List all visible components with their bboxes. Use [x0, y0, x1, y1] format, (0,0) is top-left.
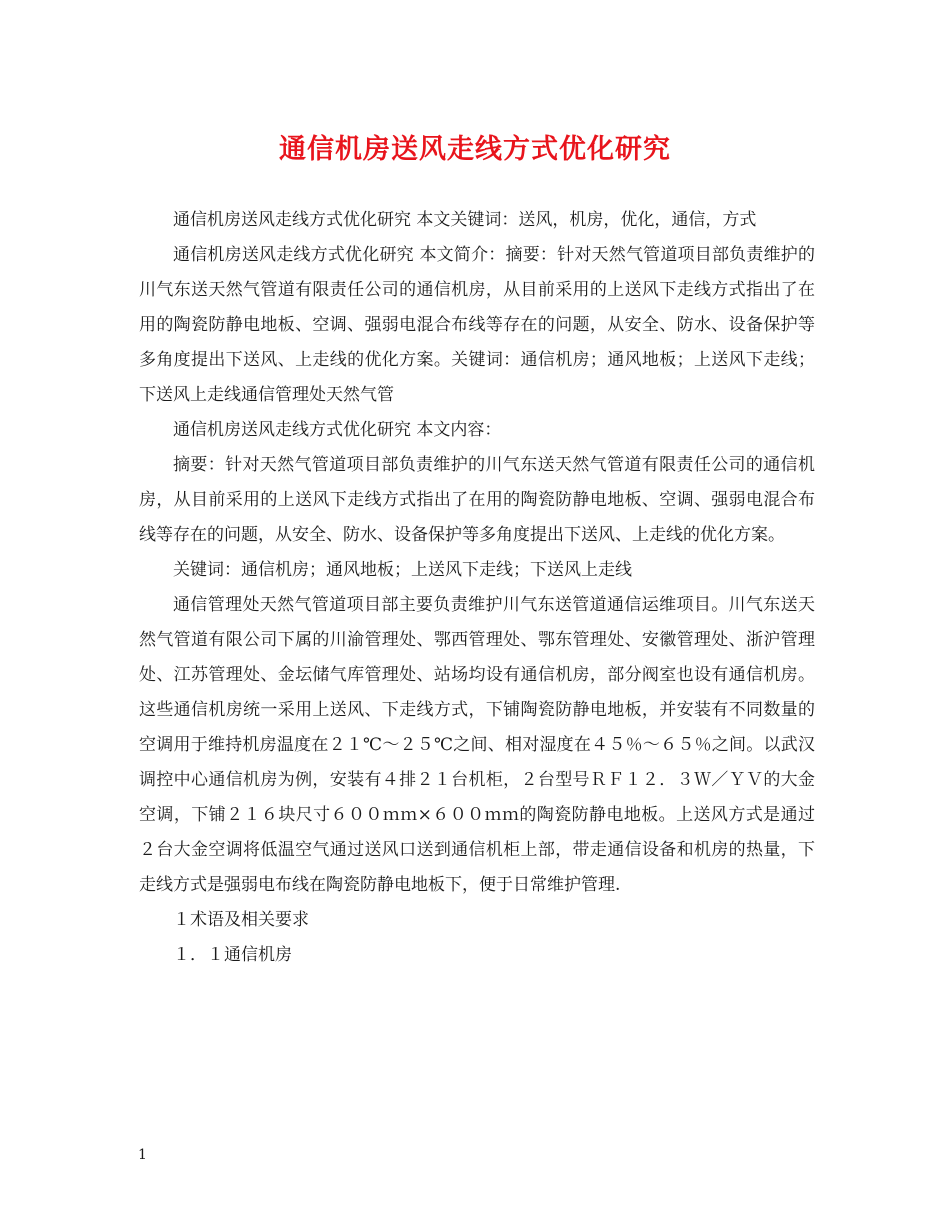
document-body	[139, 203, 815, 973]
keywords-paragraph: 通信机房送风走线方式优化研究 本文关键词：送风，机房，优化，通信，方式	[173, 210, 757, 230]
section-heading: １术语及相关要求	[173, 910, 309, 930]
content-heading-paragraph: 通信机房送风走线方式优化研究 本文内容：	[173, 420, 502, 440]
page-number: 1	[138, 1147, 147, 1163]
subsection-heading: １．１通信机房	[173, 945, 292, 965]
summary-paragraph: 通信机房送风走线方式优化研究 本文简介：摘要：针对天然气管道项目部负责维护的川气东送天然气管道有限责任公司的通信机房，从目前采用的上送风下走线方式指出了在用的陶瓷防静电地板、空调、强弱电混合布线等存在的问题，从安全、防水、设备保护等多角度提出下送风、上走线的优化方案。关键词：通信机房；通风地板；上送风下走线；下送风上走线通信管理处天然气管	[139, 245, 815, 405]
document-title: 通信机房送风走线方式优化研究	[279, 134, 671, 165]
abstract-keywords-paragraph: 关键词：通信机房；通风地板；上送风下走线；下送风上走线	[173, 560, 632, 580]
introduction-paragraph: 通信管理处天然气管道项目部主要负责维护川气东送管道通信运维项目。川气东送天然气管道有限公司下属的川渝管理处、鄂西管理处、鄂东管理处、安徽管理处、浙沪管理处、江苏管理处、金坛储气库管理处、站场均设有通信机房，部分阀室也设有通信机房。这些通信机房统一采用上送风、下走线方式，下铺陶瓷防静电地板，并安装有不同数量的空调用于维持机房温度在２１℃～２５℃之间、相对湿度在４５％～６５％之间。以武汉调控中心通信机房为例，安装有４排２１台机柜，２台型号ＲＦ１２．３Ｗ／ＹＶ的大金空调，下铺２１６块尺寸６００ｍｍ×６００ｍｍ的陶瓷防静电地板。上送风方式是通过２台大金空调将低温空气通过送风口送到通信机柜上部，带走通信设备和机房的热量，下走线方式是强弱电布线在陶瓷防静电地板下，便于日常维护管理.	[139, 595, 815, 895]
abstract-paragraph: 摘要：针对天然气管道项目部负责维护的川气东送天然气管道有限责任公司的通信机房，从目前采用的上送风下走线方式指出了在用的陶瓷防静电地板、空调、强弱电混合布线等存在的问题，从安全、防水、设备保护等多角度提出下送风、上走线的优化方案。	[139, 455, 815, 545]
